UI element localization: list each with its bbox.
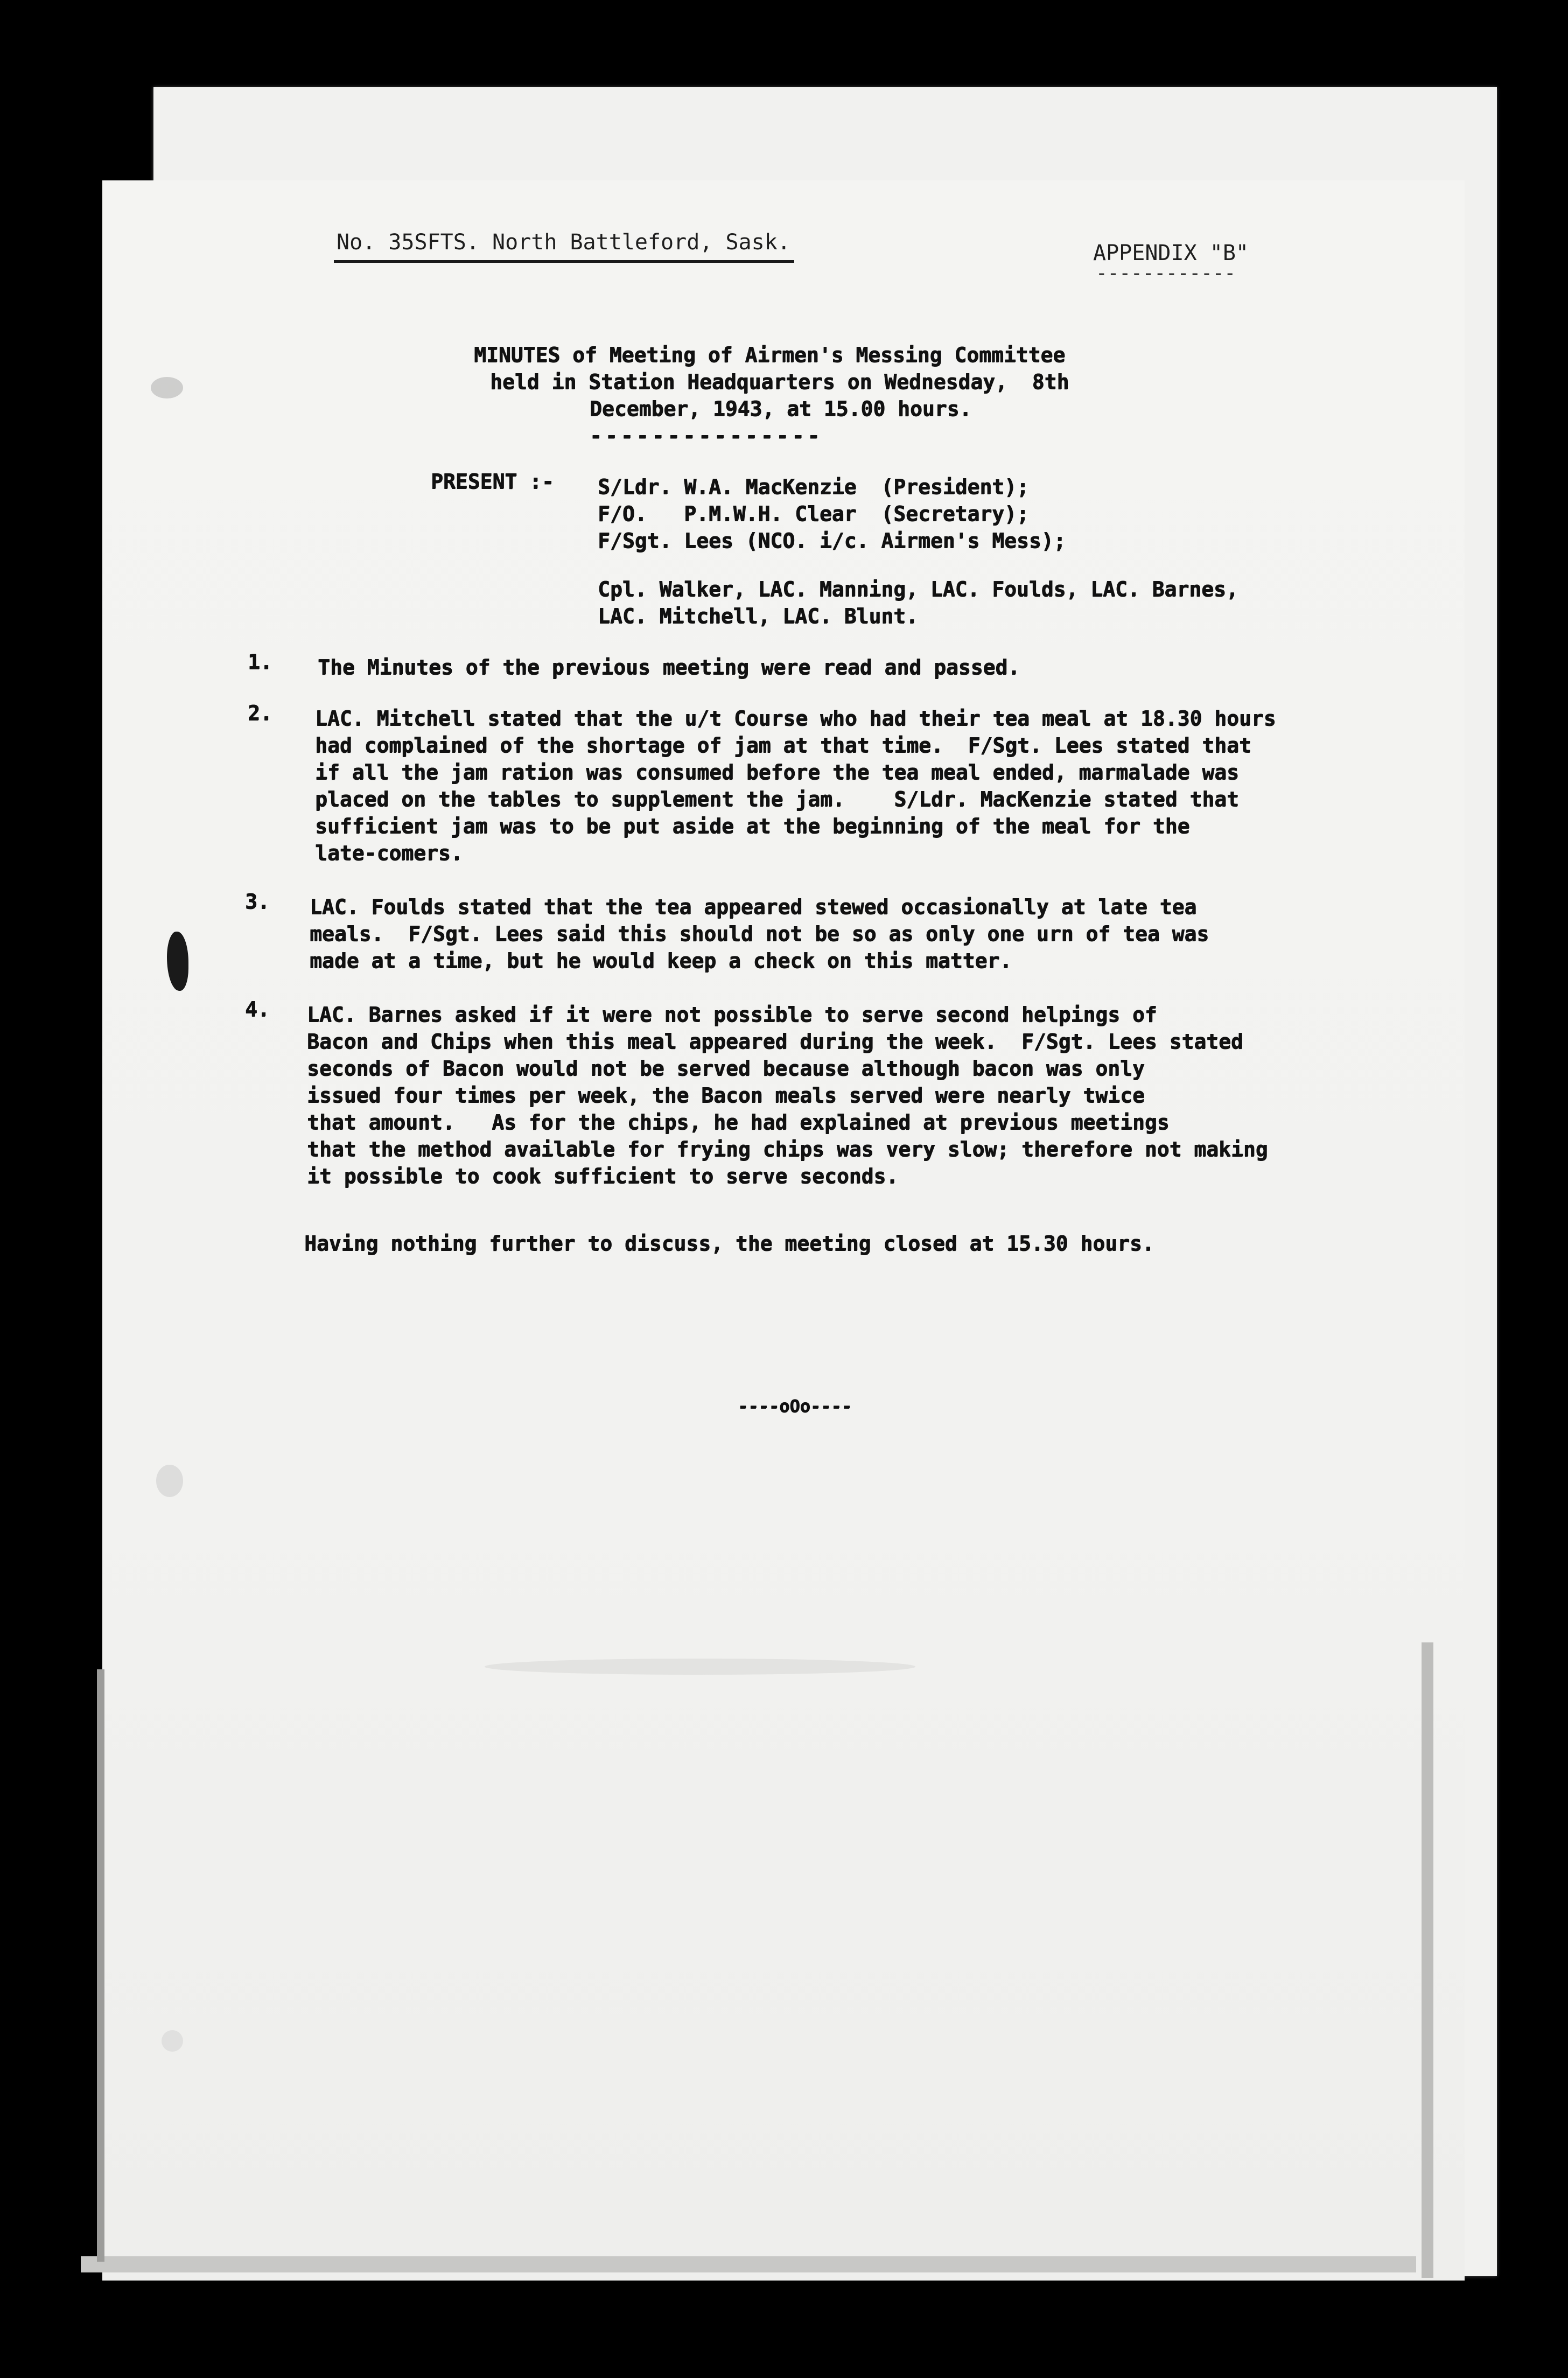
closing-statement: Having nothing further to discuss, the meeting closed at 15.30 hours. — [304, 1232, 1154, 1255]
present-officer: S/Ldr. W.A. MacKenzie (President); — [598, 475, 1029, 499]
item-number: 3. — [245, 890, 270, 913]
end-mark: ----oOo---- — [738, 1396, 852, 1416]
minutes-title-line2: held in Station Headquarters on Wednesday, 8th — [490, 370, 1069, 394]
item-line: seconds of Bacon would not be served because although bacon was only — [307, 1057, 1145, 1080]
present-label: PRESENT :- — [431, 470, 554, 493]
item-line: that the method available for frying chips was very slow; therefore not making — [307, 1137, 1268, 1161]
item-number: 2. — [248, 701, 272, 725]
station-heading-underline — [334, 260, 794, 263]
item-number: 1. — [248, 650, 272, 674]
item-line: it possible to cook sufficient to serve seconds. — [307, 1164, 899, 1188]
appendix-underline: ------------ — [1096, 262, 1236, 284]
station-heading: No. 35SFTS. North Battleford, Sask. — [337, 230, 790, 255]
item-line: LAC. Barnes asked if it were not possible to serve second helpings of — [307, 1003, 1157, 1026]
present-officer: F/Sgt. Lees (NCO. i/c. Airmen's Mess); — [598, 529, 1066, 552]
minutes-title-line3: December, 1943, at 15.00 hours. — [590, 397, 972, 421]
item-line: late-comers. — [315, 841, 463, 865]
item-line: LAC. Foulds stated that the tea appeared stewed occasionally at late tea — [310, 895, 1197, 919]
minutes-title-rule: --------------- — [590, 424, 823, 447]
item-line: The Minutes of the previous meeting were read and passed. — [318, 655, 1020, 679]
item-line: made at a time, but he would keep a check on this matter. — [310, 949, 1012, 973]
item-line: meals. F/Sgt. Lees said this should not be so as only one urn of tea was — [310, 922, 1209, 946]
appendix-label: APPENDIX "B" — [1093, 241, 1249, 265]
item-line: that amount. As for the chips, he had explained at previous meetings — [307, 1110, 1170, 1134]
item-line: LAC. Mitchell stated that the u/t Course who had their tea meal at 18.30 hours — [315, 707, 1276, 730]
paper-mark — [485, 1659, 915, 1675]
present-officer: F/O. P.M.W.H. Clear (Secretary); — [598, 502, 1029, 526]
item-line: had complained of the shortage of jam at that time. F/Sgt. Lees stated that — [315, 733, 1251, 757]
paper-mark — [156, 1465, 183, 1497]
item-number: 4. — [245, 997, 270, 1021]
item-line: issued four times per week, the Bacon meals served were nearly twice — [307, 1083, 1145, 1107]
page-edge-bottom — [81, 2256, 1416, 2272]
item-line: sufficient jam was to be put aside at the beginning of the meal for the — [315, 814, 1190, 838]
minutes-title-line1: MINUTES of Meeting of Airmen's Messing Committee — [474, 343, 1066, 367]
item-line: Bacon and Chips when this meal appeared during the week. F/Sgt. Lees stated — [307, 1030, 1243, 1053]
paper-mark — [162, 2030, 183, 2052]
page-edge-shadow — [1422, 1642, 1433, 2278]
binding-strip — [97, 1669, 104, 2262]
present-others-line1: Cpl. Walker, LAC. Manning, LAC. Foulds, LAC. Barnes, — [598, 577, 1238, 601]
item-line: placed on the tables to supplement the jam. S/Ldr. MacKenzie stated that — [315, 787, 1239, 811]
item-line: if all the jam ration was consumed before the tea meal ended, marmalade was — [315, 760, 1239, 784]
paper-mark — [151, 377, 183, 398]
present-others-line2: LAC. Mitchell, LAC. Blunt. — [598, 604, 918, 628]
